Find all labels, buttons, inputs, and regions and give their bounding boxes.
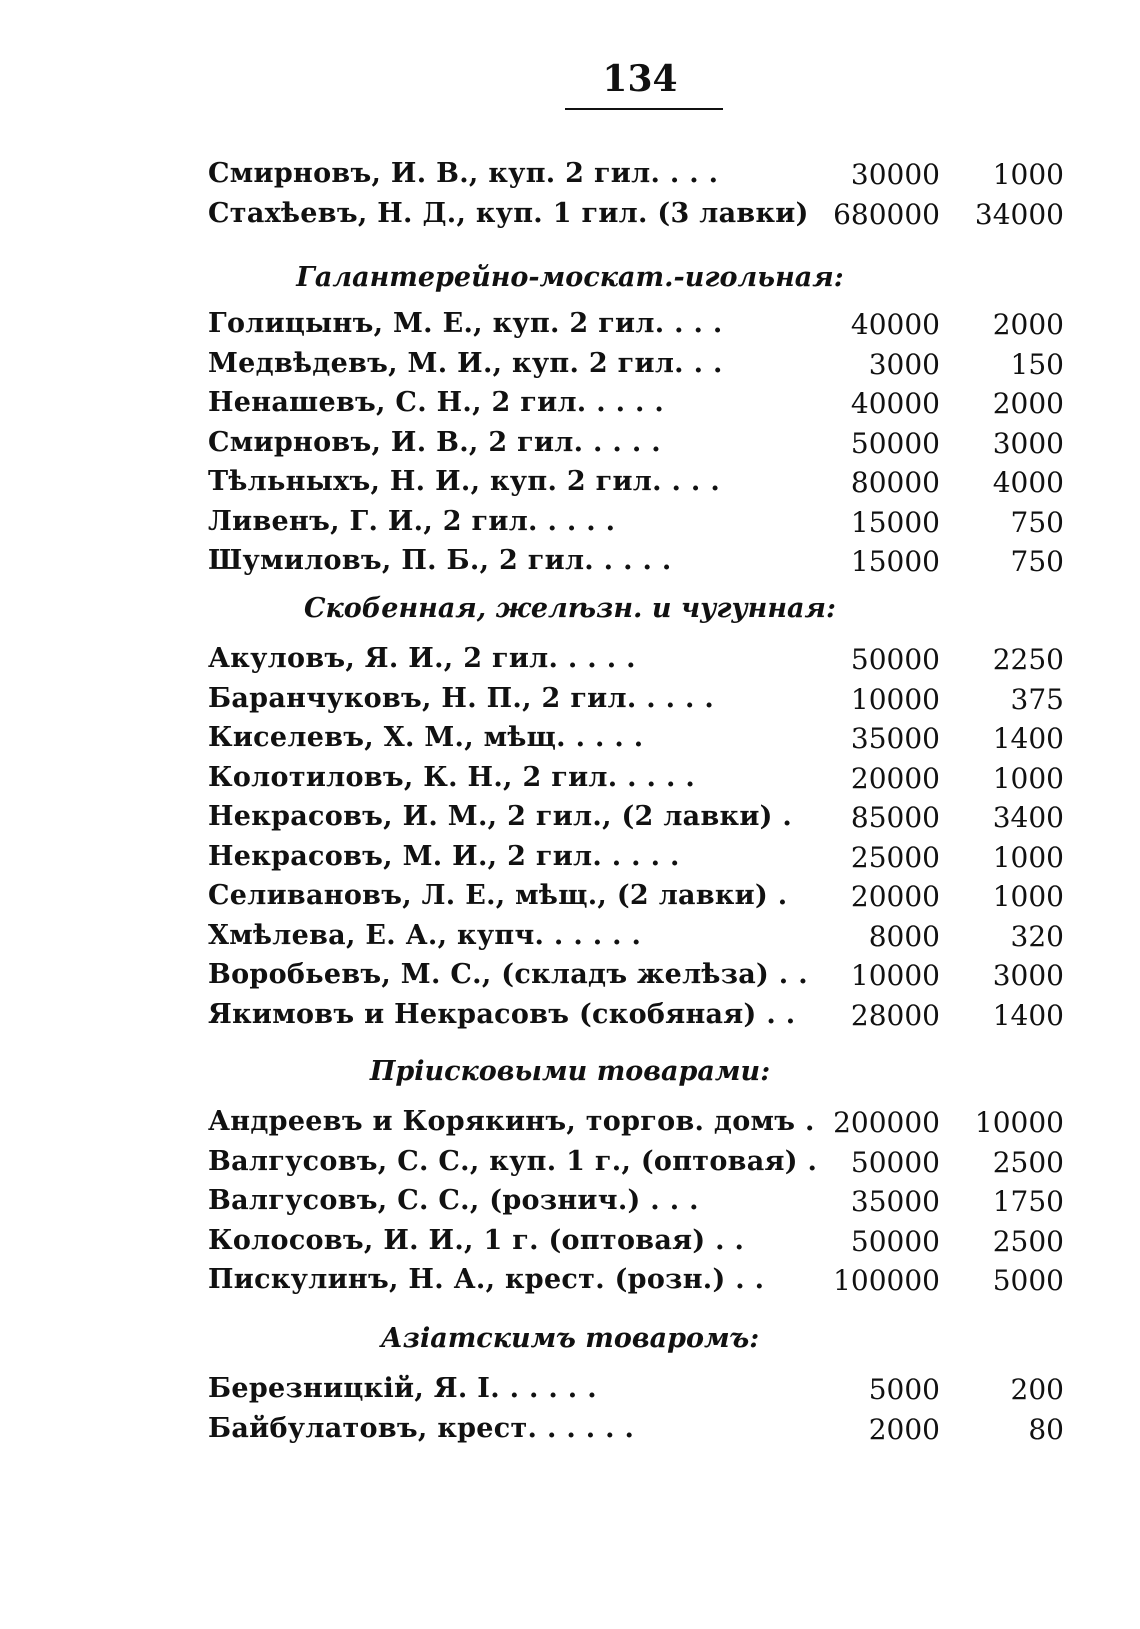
merchant-name: Валгусовъ, С. С., куп. 1 г., (оптовая) .: [208, 1145, 818, 1177]
capital-value: 35000: [850, 722, 940, 755]
capital-value: 10000: [850, 682, 940, 716]
capital-value: 40000: [850, 308, 940, 341]
tax-value: 1000: [992, 158, 1064, 191]
list-item: [0, 1185, 1140, 1225]
merchant-name: Тѣльныхъ, Н. И., куп. 2 гил. . . .: [208, 466, 721, 497]
merchant-name: Андреевъ и Корякинъ, торгов. домъ .: [208, 1106, 815, 1137]
tax-value: 1400: [992, 722, 1064, 755]
capital-value: 28000: [850, 998, 940, 1032]
list-item: [0, 348, 1140, 388]
merchant-name: Ненашевъ, С. Н., 2 гил. . . . .: [208, 387, 665, 418]
capital-value: 30000: [850, 158, 940, 191]
capital-value: 20000: [850, 761, 940, 795]
list-item: [0, 959, 1140, 999]
capital-value: 85000: [850, 801, 940, 834]
list-item: [0, 920, 1140, 960]
capital-value: 80000: [850, 466, 940, 499]
list-item: [0, 158, 1140, 198]
list-item: [0, 1413, 1140, 1453]
list-item: [0, 1225, 1140, 1265]
merchant-name: Байбулатовъ, крест. . . . . .: [208, 1412, 635, 1444]
capital-value: 50000: [850, 1224, 940, 1258]
list-item: [0, 1106, 1140, 1146]
merchant-name: Голицынъ, М. Е., куп. 2 гил. . . .: [208, 308, 723, 339]
list-item: [0, 545, 1140, 585]
tax-value: 2000: [992, 308, 1064, 341]
section-list: [0, 308, 1140, 585]
tax-value: 2500: [992, 1224, 1064, 1258]
merchant-name: Якимовъ и Некрасовъ (скобяная) . .: [208, 998, 796, 1030]
tax-value: 1750: [992, 1185, 1064, 1218]
merchant-name: Валгусовъ, С. С., (рознич.) . . .: [208, 1185, 699, 1216]
tax-value: 375: [1010, 682, 1064, 716]
tax-value: 2500: [992, 1145, 1064, 1179]
merchant-name: Стахѣевъ, Н. Д., куп. 1 гил. (3 лавки): [208, 197, 809, 229]
capital-value: 15000: [850, 505, 940, 539]
capital-value: 8000: [868, 919, 940, 953]
capital-value: 2000: [868, 1412, 940, 1446]
list-item: [0, 683, 1140, 723]
merchant-name: Селивановъ, Л. Е., мѣщ., (2 лавки) .: [208, 880, 788, 911]
capital-value: 15000: [850, 545, 940, 578]
merchant-name: Некрасовъ, М. И., 2 гил. . . . .: [208, 840, 680, 872]
capital-value: 50000: [850, 1145, 940, 1179]
capital-value: 40000: [850, 387, 940, 420]
list-item: [0, 801, 1140, 841]
list-item: [0, 762, 1140, 802]
list-item: [0, 427, 1140, 467]
tax-value: 80: [1028, 1412, 1064, 1446]
section-list: [0, 1106, 1140, 1304]
capital-value: 50000: [850, 643, 940, 676]
tax-value: 10000: [974, 1106, 1064, 1139]
page-number: 134: [602, 58, 678, 100]
section-list: [0, 643, 1140, 1038]
tax-value: 200: [1010, 1373, 1064, 1406]
merchant-name: Воробьевъ, М. С., (складъ желѣза) . .: [208, 959, 808, 990]
capital-value: 50000: [850, 426, 940, 460]
list-item: [0, 1373, 1140, 1413]
merchant-name: Медвѣдевъ, М. И., куп. 2 гил. . .: [208, 347, 723, 379]
merchant-name: Акуловъ, Я. И., 2 гил. . . . .: [208, 643, 636, 674]
list-item: [0, 1146, 1140, 1186]
list-item: [0, 198, 1140, 238]
tax-value: 5000: [992, 1264, 1064, 1297]
capital-value: 100000: [833, 1264, 940, 1297]
capital-value: 680000: [833, 197, 940, 231]
tax-value: 2000: [992, 387, 1064, 420]
merchant-name: Шумиловъ, П. Б., 2 гил. . . . .: [208, 545, 672, 576]
merchant-name: Некрасовъ, И. М., 2 гил., (2 лавки) .: [208, 801, 793, 832]
merchant-name: Березницкій, Я. І. . . . . .: [208, 1373, 597, 1404]
tax-value: 320: [1010, 919, 1064, 953]
merchant-name: Смирновъ, И. В., 2 гил. . . . .: [208, 426, 661, 458]
list-item: [0, 722, 1140, 762]
tax-value: 750: [1010, 505, 1064, 539]
tax-value: 1000: [992, 880, 1064, 913]
merchant-name: Колотиловъ, К. Н., 2 гил. . . . .: [208, 761, 696, 793]
merchant-name: Баранчуковъ, Н. П., 2 гил. . . . .: [208, 682, 715, 714]
merchant-name: Пискулинъ, Н. А., крест. (розн.) . .: [208, 1264, 765, 1295]
capital-value: 35000: [850, 1185, 940, 1218]
section-heading: Азіатскимъ товаромъ:: [380, 1323, 760, 1354]
capital-value: 10000: [850, 959, 940, 992]
list-item: [0, 841, 1140, 881]
section-heading: Пріисковыми товарами:: [369, 1056, 771, 1087]
capital-value: 5000: [868, 1373, 940, 1406]
section-heading: Скобенная, желѣзн. и чугунная:: [304, 593, 836, 624]
capital-value: 20000: [850, 880, 940, 913]
merchant-name: Колосовъ, И. И., 1 г. (оптовая) . .: [208, 1224, 745, 1256]
merchant-name: Ливенъ, Г. И., 2 гил. . . . .: [208, 505, 616, 537]
section-heading: Галантерейно-москат.-игольная:: [296, 262, 844, 293]
tax-value: 750: [1010, 545, 1064, 578]
merchant-name: Киселевъ, Х. М., мѣщ. . . . .: [208, 722, 644, 753]
merchant-name: Хмѣлева, Е. А., купч. . . . . .: [208, 919, 642, 951]
capital-value: 200000: [833, 1106, 940, 1139]
list-item: [0, 1264, 1140, 1304]
list-item: [0, 643, 1140, 683]
capital-value: 25000: [850, 840, 940, 874]
list-item: [0, 506, 1140, 546]
list-item: [0, 387, 1140, 427]
tax-value: 3000: [992, 959, 1064, 992]
top-list: [0, 158, 1140, 237]
list-item: [0, 880, 1140, 920]
capital-value: 3000: [868, 347, 940, 381]
tax-value: 1400: [992, 998, 1064, 1032]
tax-value: 3000: [992, 426, 1064, 460]
merchant-name: Смирновъ, И. В., куп. 2 гил. . . .: [208, 158, 719, 189]
page-number-rule: [565, 108, 723, 110]
list-item: [0, 466, 1140, 506]
tax-value: 34000: [974, 197, 1064, 231]
tax-value: 4000: [992, 466, 1064, 499]
list-item: [0, 308, 1140, 348]
tax-value: 1000: [992, 761, 1064, 795]
tax-value: 3400: [992, 801, 1064, 834]
list-item: [0, 999, 1140, 1039]
section-list: [0, 1373, 1140, 1452]
tax-value: 2250: [992, 643, 1064, 676]
tax-value: 1000: [992, 840, 1064, 874]
tax-value: 150: [1010, 347, 1064, 381]
